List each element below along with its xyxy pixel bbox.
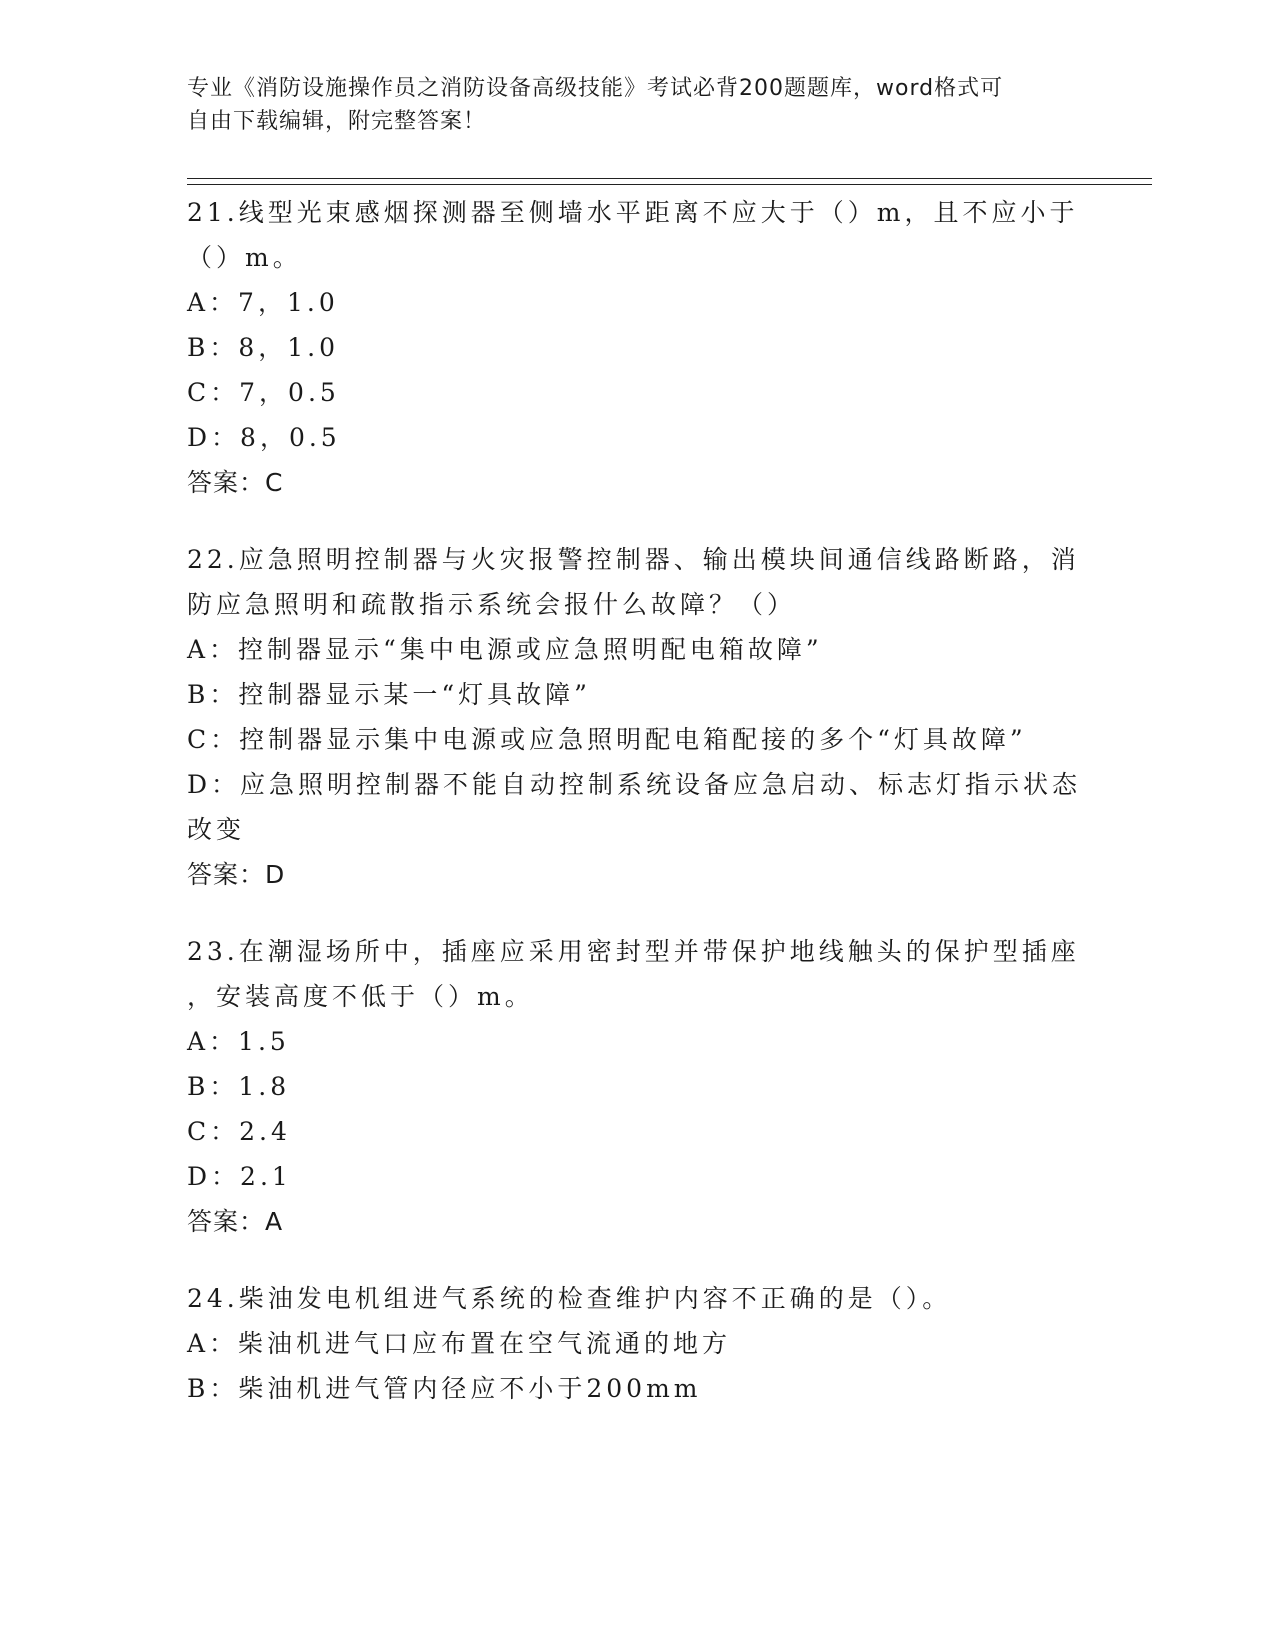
option-b: B：控制器显示某一“灯具故障” bbox=[187, 680, 591, 709]
question-text: 防应急照明和疏散指示系统会报什么故障？（） bbox=[187, 590, 797, 619]
option-c: C：2.4 bbox=[187, 1117, 291, 1146]
option-c: C：7，0.5 bbox=[187, 378, 340, 407]
document-header bbox=[187, 72, 1067, 138]
question-23 bbox=[187, 929, 1080, 1244]
question-22 bbox=[187, 537, 1082, 897]
question-text: 23.在潮湿场所中，插座应采用密封型并带保护地线触头的保护型插座 bbox=[187, 937, 1080, 966]
option-d: D：2.1 bbox=[187, 1162, 292, 1191]
option-b: B：8，1.0 bbox=[187, 333, 340, 362]
option-a: A：1.5 bbox=[187, 1027, 290, 1056]
option-b: B：1.8 bbox=[187, 1072, 291, 1101]
question-text: ，安装高度不低于（）m。 bbox=[187, 982, 534, 1011]
answer: 答案：C bbox=[187, 468, 284, 497]
option-d-continued: 改变 bbox=[187, 815, 246, 844]
option-a: A：控制器显示“集中电源或应急照明配电箱故障” bbox=[187, 635, 823, 664]
answer: 答案：D bbox=[187, 860, 286, 889]
option-b: B：柴油机进气管内径应不小于200mm bbox=[187, 1374, 702, 1403]
option-d: D：应急照明控制器不能自动控制系统设备应急启动、标志灯指示状态 bbox=[187, 770, 1082, 799]
option-c: C：控制器显示集中电源或应急照明配电箱配接的多个“灯具故障” bbox=[187, 725, 1027, 754]
question-text: 24.柴油发电机组进气系统的检查维护内容不正确的是（）。 bbox=[187, 1284, 952, 1313]
question-text: 22.应急照明控制器与火灾报警控制器、输出模块间通信线路断路，消 bbox=[187, 545, 1080, 574]
header-divider bbox=[187, 178, 1152, 179]
header-divider bbox=[187, 184, 1152, 185]
header-line: 自由下载编辑，附完整答案！ bbox=[187, 109, 487, 134]
question-24 bbox=[187, 1276, 1067, 1411]
question-text: （）m。 bbox=[187, 243, 302, 272]
question-list bbox=[187, 190, 1082, 1443]
option-a: A：7，1.0 bbox=[187, 288, 339, 317]
answer: 答案：A bbox=[187, 1207, 284, 1236]
question-text: 21.线型光束感烟探测器至侧墙水平距离不应大于（）m，且不应小于 bbox=[187, 198, 1079, 227]
question-21 bbox=[187, 190, 1079, 505]
option-a: A：柴油机进气口应布置在空气流通的地方 bbox=[187, 1329, 732, 1358]
option-d: D：8，0.5 bbox=[187, 423, 341, 452]
header-line: 专业《消防设施操作员之消防设备高级技能》考试必背200题题库，word格式可 bbox=[187, 76, 1004, 101]
